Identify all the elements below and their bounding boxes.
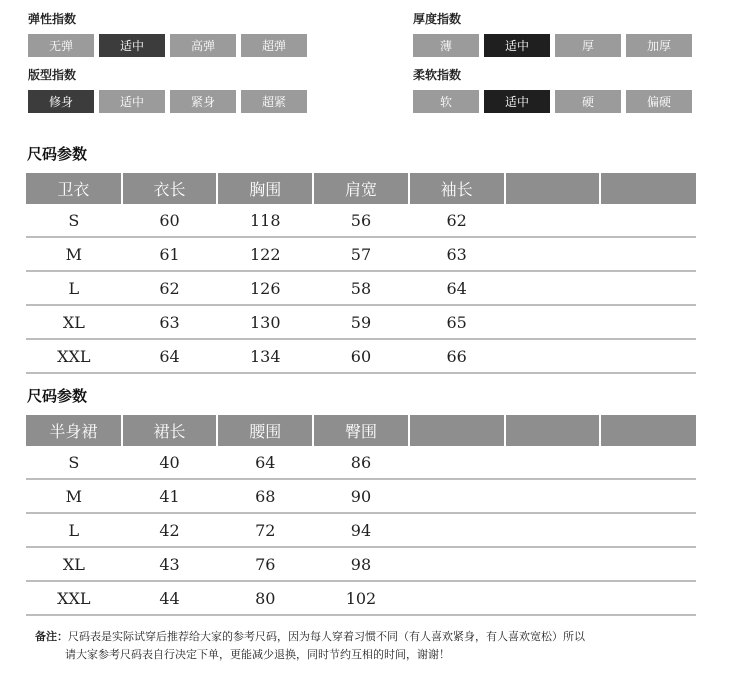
table-cell: [505, 446, 601, 479]
table-cell: 72: [217, 513, 313, 547]
table-cell: 66: [409, 339, 505, 373]
fit-label: 版型指数: [28, 68, 77, 82]
table-header-cell: [600, 415, 696, 446]
table-cell: [600, 237, 696, 271]
fit-option: 紧身: [170, 90, 236, 113]
table-cell: 94: [313, 513, 409, 547]
table-cell: 56: [313, 204, 409, 237]
table-cell: L: [26, 271, 122, 305]
table-header-cell: 袖长: [409, 173, 505, 204]
softness-label: 柔软指数: [413, 68, 462, 82]
table-cell: 134: [217, 339, 313, 373]
table-cell: 118: [217, 204, 313, 237]
softness-options: [413, 90, 697, 113]
note: [35, 628, 585, 664]
table-cell: 61: [122, 237, 218, 271]
fit-option-selected: 修身: [28, 90, 94, 113]
table-cell: 42: [122, 513, 218, 547]
table-header-cell: [505, 173, 601, 204]
table-cell: [409, 513, 505, 547]
table-cell: [409, 479, 505, 513]
table-cell: [505, 237, 601, 271]
skirt-size-table: [26, 415, 696, 616]
table-header-cell: 胸围: [217, 173, 313, 204]
table-cell: 62: [122, 271, 218, 305]
table-cell: [505, 581, 601, 615]
table-header-cell: 卫衣: [26, 173, 122, 204]
table-cell: XXL: [26, 339, 122, 373]
table-cell: [600, 547, 696, 581]
table-header-row: [26, 415, 696, 446]
table-cell: L: [26, 513, 122, 547]
table-header-row: [26, 173, 696, 204]
table-cell: M: [26, 237, 122, 271]
table-row: [26, 581, 696, 615]
table-cell: [409, 547, 505, 581]
table-cell: [505, 305, 601, 339]
table-cell: 43: [122, 547, 218, 581]
table-cell: [600, 446, 696, 479]
softness-option: 硬: [555, 90, 621, 113]
table-row: [26, 271, 696, 305]
elasticity-label: 弹性指数: [28, 12, 77, 26]
table-cell: XL: [26, 305, 122, 339]
fit-options: [28, 90, 312, 113]
table-row: [26, 513, 696, 547]
table-cell: 98: [313, 547, 409, 581]
table-cell: 86: [313, 446, 409, 479]
table-header-cell: [505, 415, 601, 446]
table-cell: 63: [409, 237, 505, 271]
table-cell: [600, 513, 696, 547]
table-cell: M: [26, 479, 122, 513]
table-cell: 60: [313, 339, 409, 373]
top-size-table: [26, 173, 696, 374]
note-line-2: 请大家参考尺码表自行决定下单，更能减少退换，同时节约互相的时间，谢谢！: [65, 648, 450, 661]
table-cell: 90: [313, 479, 409, 513]
table-cell: 64: [217, 446, 313, 479]
table-cell: [409, 581, 505, 615]
table-header-cell: 肩宽: [313, 173, 409, 204]
table-cell: [505, 339, 601, 373]
table-row: [26, 305, 696, 339]
table-cell: [600, 339, 696, 373]
table-cell: 80: [217, 581, 313, 615]
thickness-options: [413, 34, 697, 57]
note-text-1: 尺码表是实际试穿后推荐给大家的参考尺码，因为每人穿着习惯不同（有人喜欢紧身，有人喜欢宽松）所以: [68, 630, 585, 643]
note-label: 备注：: [35, 630, 68, 643]
table-header-cell: [409, 415, 505, 446]
table-cell: 62: [409, 204, 505, 237]
table-cell: 76: [217, 547, 313, 581]
table-cell: [505, 479, 601, 513]
table-cell: [505, 204, 601, 237]
elasticity-option-selected: 适中: [99, 34, 165, 57]
table-cell: XXL: [26, 581, 122, 615]
table-cell: 130: [217, 305, 313, 339]
table-cell: 65: [409, 305, 505, 339]
table-cell: [600, 204, 696, 237]
table-cell: 59: [313, 305, 409, 339]
table-cell: S: [26, 204, 122, 237]
softness-option-selected: 适中: [484, 90, 550, 113]
elasticity-option: 超弹: [241, 34, 307, 57]
thickness-option: 加厚: [626, 34, 692, 57]
softness-option: 偏硬: [626, 90, 692, 113]
table-row: [26, 479, 696, 513]
table-row: [26, 237, 696, 271]
table-header-cell: 臀围: [313, 415, 409, 446]
table-cell: [505, 513, 601, 547]
elasticity-option: 高弹: [170, 34, 236, 57]
thickness-option: 薄: [413, 34, 479, 57]
table-cell: [600, 581, 696, 615]
table-cell: 122: [217, 237, 313, 271]
fit-option: 适中: [99, 90, 165, 113]
thickness-label: 厚度指数: [413, 12, 462, 26]
table-cell: 58: [313, 271, 409, 305]
table-cell: 126: [217, 271, 313, 305]
table-header-cell: 衣长: [122, 173, 218, 204]
skirt-size-title: 尺码参数: [27, 387, 88, 405]
elasticity-option: 无弹: [28, 34, 94, 57]
fit-option: 超紧: [241, 90, 307, 113]
table-cell: 64: [409, 271, 505, 305]
table-header-cell: 半身裙: [26, 415, 122, 446]
table-cell: [600, 479, 696, 513]
table-cell: 44: [122, 581, 218, 615]
table-row: [26, 446, 696, 479]
table-cell: 68: [217, 479, 313, 513]
table-header-cell: 裙长: [122, 415, 218, 446]
table-cell: XL: [26, 547, 122, 581]
table-cell: [505, 271, 601, 305]
table-row: [26, 339, 696, 373]
table-cell: S: [26, 446, 122, 479]
table-cell: [600, 305, 696, 339]
thickness-option-selected: 适中: [484, 34, 550, 57]
table-cell: 41: [122, 479, 218, 513]
table-cell: 60: [122, 204, 218, 237]
table-cell: 63: [122, 305, 218, 339]
table-cell: [600, 271, 696, 305]
table-header-cell: 腰围: [217, 415, 313, 446]
table-cell: 40: [122, 446, 218, 479]
table-cell: 57: [313, 237, 409, 271]
table-header-cell: [600, 173, 696, 204]
softness-option: 软: [413, 90, 479, 113]
table-cell: [505, 547, 601, 581]
table-row: [26, 204, 696, 237]
note-line-1: [35, 628, 585, 646]
table-cell: 64: [122, 339, 218, 373]
table-row: [26, 547, 696, 581]
elasticity-options: [28, 34, 312, 57]
thickness-option: 厚: [555, 34, 621, 57]
top-size-title: 尺码参数: [27, 145, 88, 163]
table-cell: [409, 446, 505, 479]
table-cell: 102: [313, 581, 409, 615]
